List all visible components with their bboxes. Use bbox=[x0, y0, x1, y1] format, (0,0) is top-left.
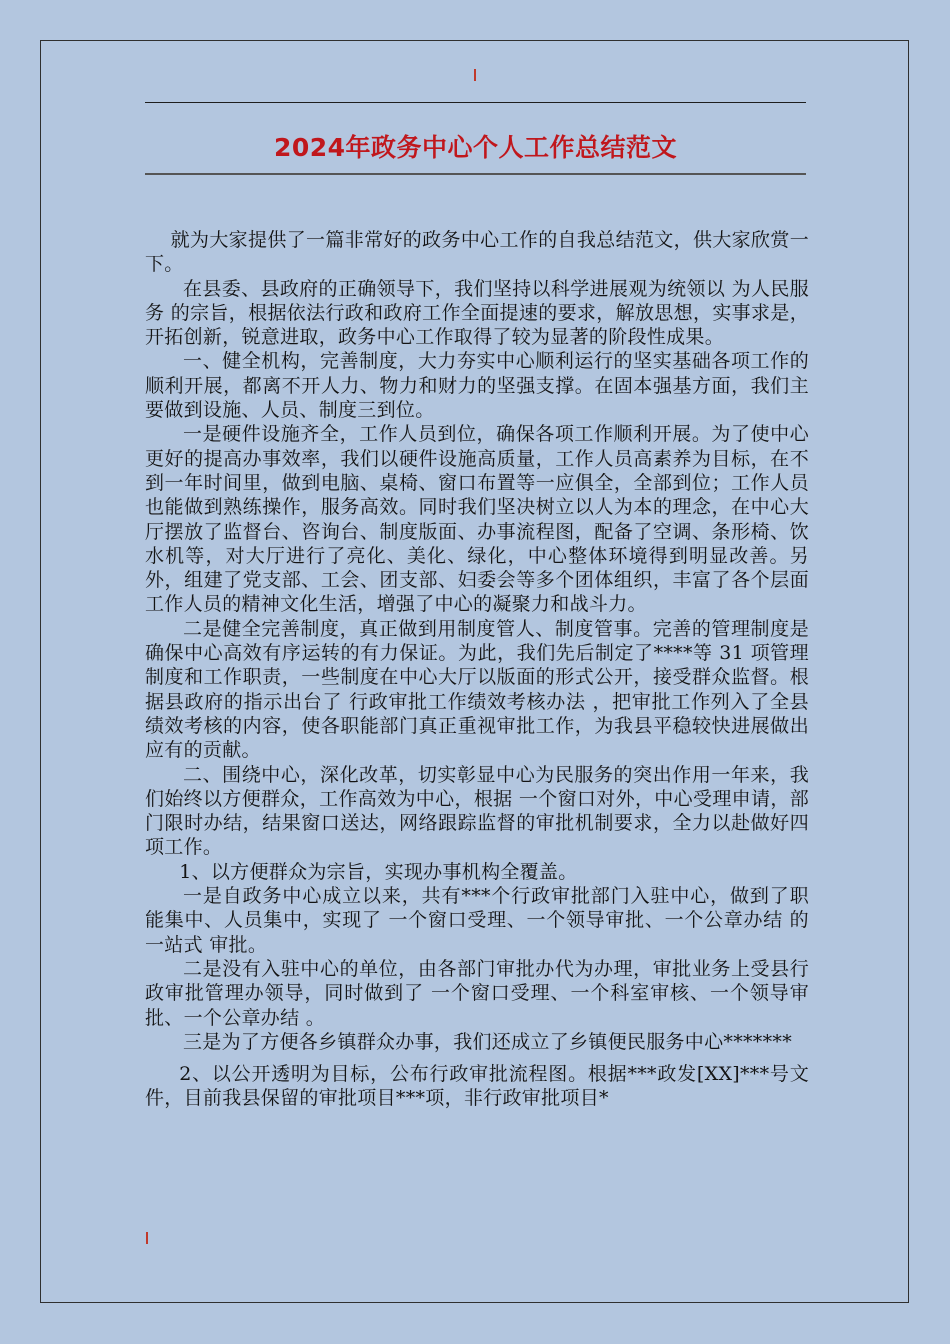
section-heading: 一、健全机构，完善制度，大力夯实中心顺利运行的坚实基础各项工作的顺利开展，都离不开人力、物力和财力的坚强支撑。在固本强基方面，我们主要做到设施、人员、制度三到位。 bbox=[145, 350, 809, 422]
subsection-heading: 1、以方便群众为宗旨，实现办事机构全覆盖。 bbox=[179, 860, 578, 883]
subsection-heading: 2、以公开透明为目标，公布行政审批流程图。根据***政发[XX]***号文件，目前我县保留的审批项目***项，非行政审批项目* bbox=[145, 1063, 809, 1110]
bottom-margin-mark bbox=[146, 1232, 148, 1244]
document-body bbox=[145, 228, 809, 1111]
section-heading: 二、围绕中心，深化改革，切实彰显中心为民服务的突出作用一年来，我们始终以方便群众，工作高效为中心，根据 一个窗口对外，中心受理申请，部门限时办结，结果窗口送达，网络跟踪监督的审批机制要求，全力以赴做好四项工作。 bbox=[145, 763, 809, 859]
paragraph: 一是硬件设施齐全，工作人员到位，确保各项工作顺利开展。为了使中心更好的提高办事效率，我们以硬件设施高质量，工作人员高素养为目标，在不到一年时间里，做到电脑、桌椅、窗口布置等一应俱全，全部到位；工作人员也能做到熟练操作，服务高效。同时我们坚决树立以人为本的理念，在中心大厅摆放了监督台、咨询台、制度版面、办事流程图，配备了空调、条形椅、饮水机等，对大厅进行了亮化、美化、绿化，中心整体环境得到明显改善。另外，组建了党支部、工会、团支部、妇委会等多个团体组织，丰富了各个层面工作人员的精神文化生活，增强了中心的凝聚力和战斗力。 bbox=[145, 423, 809, 616]
paragraph: 在县委、县政府的正确领导下，我们坚持以科学进展观为统领以 为人民服务 的宗旨，根据依法行政和政府工作全面提速的要求，解放思想，实事求是，开拓创新，锐意进取，政务中心工作取得了较为显著的阶段性成果。 bbox=[145, 277, 809, 349]
paragraph-intro: 就为大家提供了一篇非常好的政务中心工作的自我总结范文，供大家欣赏一下。 bbox=[145, 229, 809, 276]
header-rule bbox=[145, 102, 806, 103]
top-margin-mark bbox=[474, 69, 476, 81]
paragraph: 一是自政务中心成立以来，共有***个行政审批部门入驻中心，做到了职能集中、人员集中，实现了 一个窗口受理、一个领导审批、一个公章办结 的 一站式 审批。 bbox=[145, 885, 809, 956]
paragraph: 二是没有入驻中心的单位，由各部门审批办代为办理，审批业务上受县行政审批管理办领导，同时做到了 一个窗口受理、一个科室审核、一个领导审批、一个公章办结 。 bbox=[145, 957, 809, 1029]
title-rule bbox=[145, 173, 806, 175]
paragraph: 二是健全完善制度，真正做到用制度管人、制度管事。完善的管理制度是确保中心高效有序运转的有力保证。为此，我们先后制定了****等 31 项管理制度和工作职责，一些制度在中心大厅以版面的形式公开，接受群众监督。根据县政府的指示出台了 行政审批工作绩效考核办法 ，把审批工作列入了全县绩效考核的内容，使各职能部门真正重视审批工作，为我县平稳较快进展做出应有的贡献。 bbox=[145, 617, 809, 762]
paragraph: 三是为了方便各乡镇群众办事，我们还成立了乡镇便民服务中心******* bbox=[183, 1030, 793, 1053]
document-title: 2024年政务中心个人工作总结范文 bbox=[273, 133, 678, 162]
